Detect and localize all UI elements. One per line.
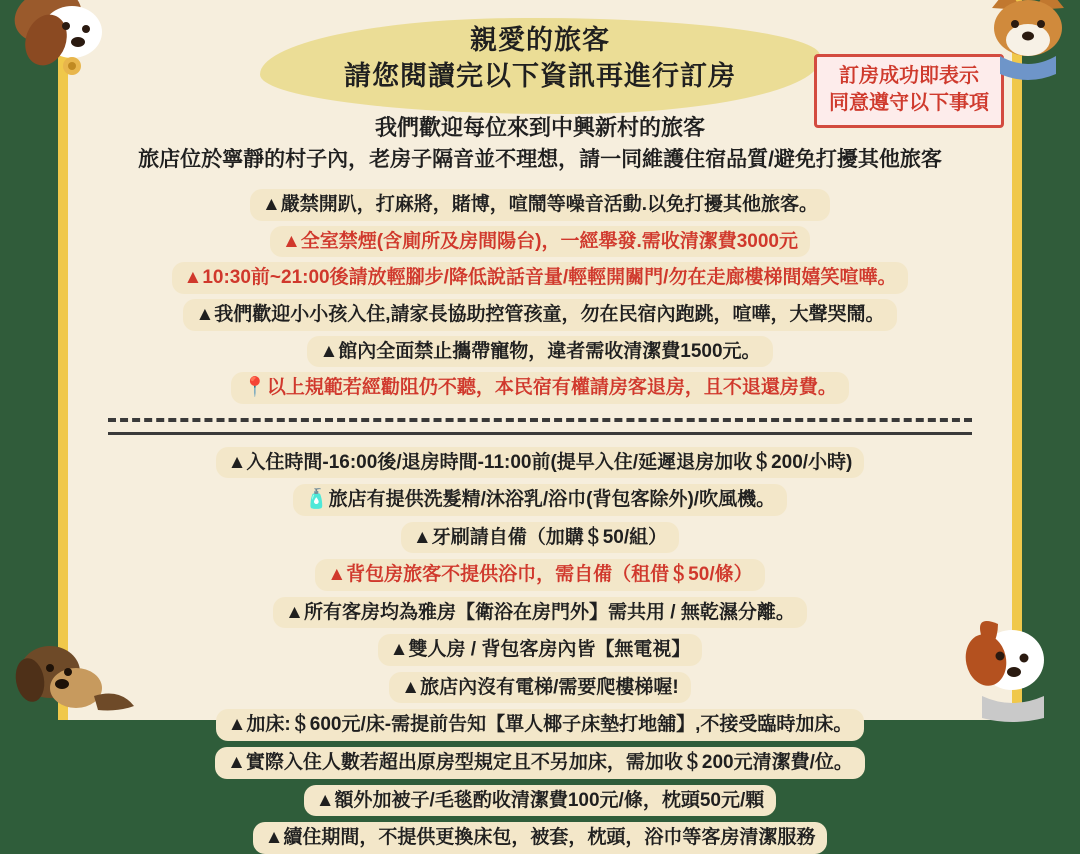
right-green-band bbox=[1022, 0, 1080, 720]
rule-text: ▲雙人房 / 背包客房內皆【無電視】 bbox=[378, 634, 703, 666]
rule-item bbox=[68, 336, 1012, 368]
rule-text: ▲全室禁煙(含廁所及房間陽台)，一經舉發.需收清潔費3000元 bbox=[270, 226, 810, 258]
rule-text: ▲10:30前~21:00後請放輕腳步/降低說話音量/輕輕開關門/勿在走廊樓梯間嬉笑喧嘩。 bbox=[172, 262, 909, 294]
welcome-line-1: 我們歡迎每位來到中興新村的旅客 bbox=[374, 114, 705, 140]
rule-item bbox=[68, 299, 1012, 331]
corgi-dog-illustration bbox=[978, 0, 1078, 104]
rule-text: ▲實際入住人數若超出原房型規定且不另加床，需加收＄200元清潔費/位。 bbox=[215, 747, 865, 779]
rule-text: ▲旅店內沒有電梯/需要爬樓梯喔! bbox=[389, 672, 690, 704]
rule-item bbox=[68, 672, 1012, 704]
section-divider-dashed bbox=[108, 418, 972, 422]
status-badge bbox=[814, 54, 1004, 128]
rule-item bbox=[68, 189, 1012, 221]
page-title: 親愛的旅客 bbox=[470, 25, 610, 55]
rule-item bbox=[68, 747, 1012, 779]
rule-item bbox=[68, 597, 1012, 629]
right-yellow-stripe bbox=[1012, 0, 1022, 720]
rule-text: ▲加床:＄600元/床-需提前告知【單人椰子床墊打地舖】,不接受臨時加床。 bbox=[216, 709, 865, 741]
rule-text: ▲背包房旅客不提供浴巾，需自備（租借＄50/條） bbox=[315, 559, 764, 591]
rule-item bbox=[68, 484, 1012, 516]
rule-item bbox=[68, 262, 1012, 294]
rule-text: 🧴旅店有提供洗髮精/沐浴乳/浴巾(背包客除外)/吹風機。 bbox=[293, 484, 787, 516]
beagle-dog-illustration bbox=[8, 0, 128, 116]
rule-text: ▲我們歡迎小小孩入住,請家長協助控管孩童，勿在民宿內跑跳，喧嘩，大聲哭鬧。 bbox=[183, 299, 896, 331]
rule-text: ▲入住時間-16:00後/退房時間-11:00前(提早入住/延遲退房加收＄200/小時) bbox=[216, 447, 865, 479]
rule-text: 📍以上規範若經勸阻仍不聽，本民宿有權請房客退房，且不退還房費。 bbox=[231, 372, 849, 404]
welcome-line-2: 旅店位於寧靜的村子內，老房子隔音並不理想，請一同維護住宿品質/避免打擾其他旅客 bbox=[138, 147, 942, 171]
status-badge-line1: 訂房成功即表示 bbox=[839, 65, 979, 87]
rule-item bbox=[68, 709, 1012, 741]
poster-header bbox=[68, 0, 1012, 114]
rule-text: ▲嚴禁開趴，打麻將，賭博，喧鬧等噪音活動.以免打擾其他旅客。 bbox=[250, 189, 830, 221]
rule-item bbox=[68, 226, 1012, 258]
rule-text: ▲館內全面禁止攜帶寵物，違者需收清潔費1500元。 bbox=[307, 336, 772, 368]
rule-item bbox=[68, 634, 1012, 666]
rule-text: ▲牙刷請自備（加購＄50/組） bbox=[401, 522, 679, 554]
rules-section-noise bbox=[68, 189, 1012, 403]
rule-item bbox=[68, 522, 1012, 554]
poster-content bbox=[68, 0, 1012, 849]
rule-text: ▲所有客房均為雅房【衛浴在房門外】需共用 / 無乾濕分離。 bbox=[273, 597, 807, 629]
section-divider-solid bbox=[108, 432, 972, 435]
dachshund-dog-illustration bbox=[10, 636, 140, 726]
rules-section-facilities bbox=[68, 447, 1012, 854]
rule-item bbox=[68, 785, 1012, 817]
rule-item bbox=[68, 447, 1012, 479]
rule-item bbox=[68, 559, 1012, 591]
terrier-dog-illustration bbox=[952, 614, 1072, 724]
rule-item bbox=[68, 372, 1012, 404]
status-badge-line2: 同意遵守以下事項 bbox=[829, 92, 989, 114]
rule-text: ▲續住期間，不提供更換床包，被套，枕頭，浴巾等客房清潔服務 bbox=[253, 822, 828, 854]
page-subtitle: 請您閱讀完以下資訊再進行訂房 bbox=[344, 61, 736, 92]
rule-item bbox=[68, 822, 1012, 854]
rule-text: ▲額外加被子/毛毯酌收清潔費100元/條，枕頭50元/顆 bbox=[304, 785, 776, 817]
